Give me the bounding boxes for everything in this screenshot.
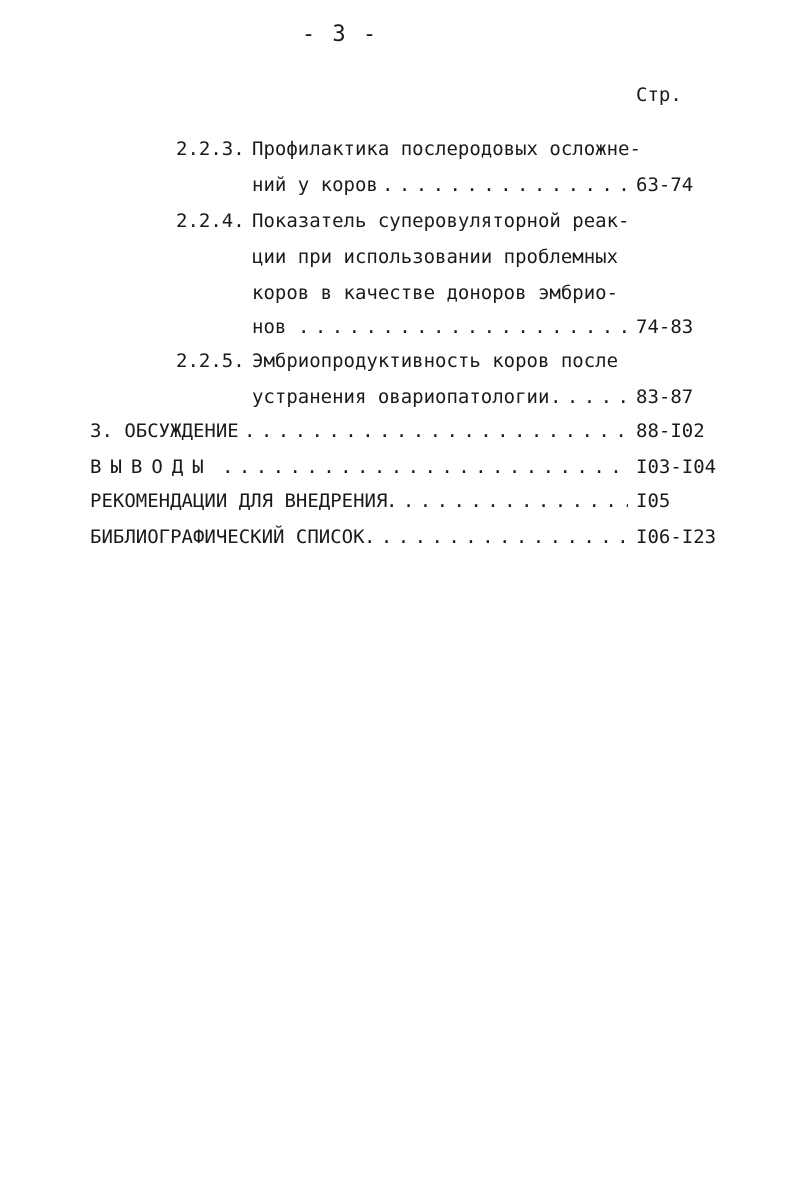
toc-number: 2.2.5. xyxy=(176,350,245,372)
toc-leader-dots xyxy=(382,170,628,200)
toc-leader-dots xyxy=(244,416,628,446)
toc-page-range: 74-83 xyxy=(636,316,694,338)
toc-title: ции при использовании проблемных xyxy=(252,246,619,268)
toc-title: Эмбриопродуктивность коров после xyxy=(252,350,619,372)
toc-page-range: 88-I02 xyxy=(636,420,705,442)
toc-page-range: 83-87 xyxy=(636,386,694,408)
toc-number: 2.2.3. xyxy=(176,138,245,160)
toc-leader-dots xyxy=(386,486,628,516)
toc-leader-dots xyxy=(364,522,628,552)
toc-title: ВЫВОДЫ xyxy=(90,456,213,478)
pages-column-header: Стр. xyxy=(636,84,682,106)
toc-title: устранения овариопатологии xyxy=(252,386,550,408)
toc-title: РЕКОМЕНДАЦИИ ДЛЯ ВНЕДРЕНИЯ xyxy=(90,490,388,512)
toc-title: ний у коров xyxy=(252,174,378,196)
toc-title: БИБЛИОГРАФИЧЕСКИЙ СПИСОК xyxy=(90,526,365,548)
toc-page-range: 63-74 xyxy=(636,174,694,196)
toc-title: 3. ОБСУЖДЕНИЕ xyxy=(90,420,239,442)
toc-page-range: I06-I23 xyxy=(636,526,717,548)
toc-number: 2.2.4. xyxy=(176,210,245,232)
toc-leader-dots xyxy=(222,452,628,482)
toc-page-range: I03-I04 xyxy=(636,456,717,478)
toc-leader-dots xyxy=(550,382,628,412)
toc-page-range: I05 xyxy=(636,490,671,512)
page-number: - 3 - xyxy=(301,22,379,47)
toc-leader-dots xyxy=(298,312,628,342)
toc-title: Показатель суперовуляторной реак- xyxy=(252,210,630,232)
toc-title: нов xyxy=(252,316,287,338)
toc-title: Профилактика послеродовых осложне- xyxy=(252,138,641,160)
toc-title: коров в качестве доноров эмбрио- xyxy=(252,282,619,304)
